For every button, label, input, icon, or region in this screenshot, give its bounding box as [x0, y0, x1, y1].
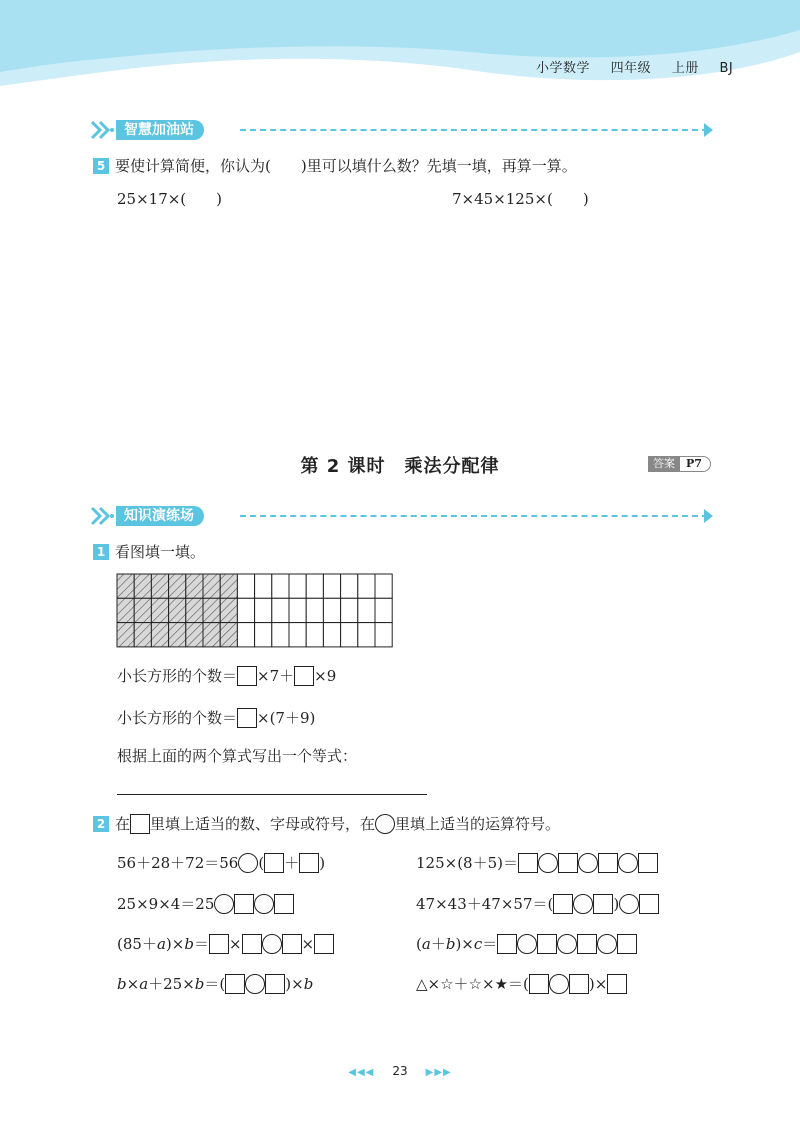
header-wave	[0, 0, 800, 90]
section-dashed-line	[240, 515, 708, 517]
shaded-grid-cell	[203, 623, 220, 647]
shaded-grid-cell	[134, 598, 151, 622]
answer-box[interactable]	[209, 934, 229, 954]
section-label: 知识演练场	[116, 506, 204, 526]
shaded-grid-cell	[220, 574, 237, 598]
grid-cell	[255, 598, 272, 622]
operator-circle[interactable]	[538, 853, 558, 873]
q1-line1-post: ×9	[314, 667, 337, 685]
question-text: 看图填一填。	[115, 543, 206, 561]
double-chevron-icon	[90, 119, 116, 141]
shaded-grid-cell	[203, 574, 220, 598]
expr-text: ＝(	[204, 975, 226, 993]
right-arrows-icon: ▶▶▶	[425, 1067, 452, 1078]
variable: a	[139, 975, 149, 993]
expr-text: ＝	[482, 935, 498, 953]
shaded-grid-cell	[134, 574, 151, 598]
shaded-grid-cell	[117, 574, 134, 598]
q2-row3-right	[416, 933, 637, 954]
grid-cell	[358, 623, 375, 647]
answer-box[interactable]	[225, 974, 245, 994]
grid-cell	[272, 598, 289, 622]
answer-box[interactable]	[558, 853, 578, 873]
expr-text: 56＋28＋72＝56	[117, 854, 239, 872]
shaded-grid-cell	[169, 574, 186, 598]
answer-box[interactable]	[577, 934, 597, 954]
grid-cell	[272, 623, 289, 647]
operator-circle[interactable]	[549, 974, 569, 994]
operator-circle[interactable]	[597, 934, 617, 954]
q1-line2-post: ×(7＋9)	[257, 709, 316, 727]
question-number: 1	[93, 544, 109, 560]
answer-page: P7	[680, 456, 711, 472]
expr-text: )	[319, 854, 326, 872]
expr-text: 47×43＋47×57＝(	[416, 895, 554, 913]
lesson-title: 第 2 课时 乘法分配律	[300, 456, 500, 477]
grid-cell	[255, 623, 272, 647]
variable: c	[473, 935, 483, 953]
answer-box[interactable]	[529, 974, 549, 994]
q1-line-1	[117, 665, 336, 686]
answer-box[interactable]	[607, 974, 627, 994]
answer-tag: 答案	[648, 456, 680, 472]
circle-symbol	[375, 814, 395, 834]
variable: b	[303, 975, 314, 993]
shaded-grid-cell	[186, 574, 203, 598]
header-subject: 小学数学	[536, 61, 591, 76]
variable: b	[184, 935, 194, 953]
grid-cell	[255, 574, 272, 598]
q2-row4-left	[117, 973, 313, 994]
answer-box[interactable]	[639, 894, 659, 914]
grid-cell	[358, 598, 375, 622]
operator-circle[interactable]	[578, 853, 598, 873]
shaded-grid-cell	[117, 598, 134, 622]
grid-cell	[375, 574, 392, 598]
left-arrows-icon: ◀◀◀	[348, 1067, 375, 1078]
arrow-right-icon	[704, 123, 713, 137]
q2-row4-right	[416, 973, 627, 994]
q1-line1-mid: ×7＋	[257, 667, 295, 685]
expr-text: ＋	[430, 935, 446, 953]
answer-box[interactable]	[569, 974, 589, 994]
grid-cell	[306, 623, 323, 647]
header-edition: BJ	[719, 61, 734, 76]
shaded-grid-cell	[134, 623, 151, 647]
answer-write-line[interactable]	[117, 794, 427, 795]
question-text: 里填上适当的运算符号。	[395, 815, 561, 833]
answer-box[interactable]	[638, 853, 658, 873]
answer-box[interactable]	[299, 853, 319, 873]
section-bar-practice	[90, 505, 720, 527]
box-symbol	[130, 814, 150, 834]
grid-cell	[341, 574, 358, 598]
grid-cell	[237, 623, 254, 647]
answer-box[interactable]	[598, 853, 618, 873]
grid-cell	[272, 574, 289, 598]
grid-cell	[341, 623, 358, 647]
q5-expression-b: 7×45×125×( )	[452, 190, 589, 208]
shaded-grid-cell	[117, 623, 134, 647]
grid-cell	[237, 574, 254, 598]
operator-circle[interactable]	[517, 934, 537, 954]
expr-text: ×	[301, 935, 315, 953]
q2-row3-left	[117, 933, 334, 954]
header-info	[536, 57, 749, 76]
question-5	[93, 155, 577, 176]
expr-text: )×	[588, 975, 608, 993]
section-label: 智慧加油站	[116, 120, 204, 140]
operator-circle[interactable]	[262, 934, 282, 954]
answer-box[interactable]	[274, 894, 294, 914]
section-bar-wisdom	[90, 119, 720, 141]
expr-text: )	[613, 895, 620, 913]
q2-row2-right	[416, 893, 659, 914]
question-number: 5	[93, 158, 109, 174]
grid-cell	[289, 623, 306, 647]
operator-circle[interactable]	[254, 894, 274, 914]
answer-box[interactable]	[237, 708, 257, 728]
question-text: 要使计算简便，你认为( )里可以填什么数？先填一填，再算一算。	[115, 157, 577, 175]
q1-line-2	[117, 707, 315, 728]
grid-cell	[323, 574, 340, 598]
q5-expression-a: 25×17×( )	[117, 190, 223, 208]
grid-cell	[323, 623, 340, 647]
grid-cell	[289, 598, 306, 622]
expr-text: 25×9×4＝25	[117, 895, 215, 913]
answer-box[interactable]	[264, 853, 284, 873]
header-grade: 四年级	[610, 61, 652, 76]
expr-text: )×	[455, 935, 474, 953]
operator-circle[interactable]	[238, 853, 258, 873]
answer-box[interactable]	[497, 934, 517, 954]
grid-cell	[306, 598, 323, 622]
q2-row1-right	[416, 852, 658, 873]
shaded-grid-cell	[220, 623, 237, 647]
expr-text: )×	[285, 975, 304, 993]
expr-text: ×	[126, 975, 140, 993]
operator-circle[interactable]	[245, 974, 265, 994]
shaded-grid-cell	[151, 574, 168, 598]
answer-box[interactable]	[537, 934, 557, 954]
expr-text: (85＋	[117, 935, 157, 953]
rectangle-grid-figure	[116, 573, 394, 648]
expr-text: (	[416, 935, 422, 953]
expr-text: ×	[228, 935, 242, 953]
grid-cell	[237, 598, 254, 622]
answer-reference	[648, 456, 711, 472]
q1-line1-text: 小长方形的个数＝	[117, 667, 238, 685]
grid-cell	[289, 574, 306, 598]
variable: b	[117, 975, 127, 993]
shaded-grid-cell	[186, 623, 203, 647]
q1-line2-text: 小长方形的个数＝	[117, 709, 238, 727]
operator-circle[interactable]	[573, 894, 593, 914]
answer-box[interactable]	[593, 894, 613, 914]
answer-box[interactable]	[617, 934, 637, 954]
grid-cell	[375, 598, 392, 622]
answer-box[interactable]	[237, 666, 257, 686]
operator-circle[interactable]	[619, 894, 639, 914]
grid-cell	[375, 623, 392, 647]
answer-box[interactable]	[242, 934, 262, 954]
shaded-grid-cell	[151, 598, 168, 622]
grid-cell	[306, 574, 323, 598]
answer-box[interactable]	[518, 853, 538, 873]
question-1	[93, 541, 205, 562]
q2-row1-left: 56＋28＋72＝56 ( ＋ )	[117, 854, 326, 872]
answer-box[interactable]	[265, 974, 285, 994]
variable: a	[421, 935, 431, 953]
double-chevron-icon	[90, 505, 116, 527]
shaded-grid-cell	[220, 598, 237, 622]
q1-line-3: 根据上面的两个算式写出一个等式：	[117, 747, 358, 765]
variable: b	[194, 975, 205, 993]
expr-text: △×☆＋☆×★＝(	[416, 975, 529, 993]
page-number: 23	[392, 1064, 408, 1078]
shaded-grid-cell	[186, 598, 203, 622]
expr-text: ＋	[284, 854, 300, 872]
expr-text: )×	[165, 935, 185, 953]
shaded-grid-cell	[169, 623, 186, 647]
grid-cell	[323, 598, 340, 622]
question-text: 在	[115, 815, 131, 833]
shaded-grid-cell	[169, 598, 186, 622]
answer-box[interactable]	[282, 934, 302, 954]
answer-box[interactable]	[553, 894, 573, 914]
expr-text: 125×(8＋5)＝	[416, 854, 518, 872]
question-number: 2	[93, 816, 109, 832]
page-footer	[0, 1064, 800, 1078]
answer-box[interactable]	[314, 934, 334, 954]
grid-cell	[358, 574, 375, 598]
operator-circle[interactable]	[618, 853, 638, 873]
question-2	[93, 813, 560, 834]
variable: b	[445, 935, 456, 953]
shaded-grid-cell	[203, 598, 220, 622]
expr-text: ＝	[193, 935, 209, 953]
question-text: 里填上适当的数、字母或符号，在	[150, 815, 376, 833]
variable: a	[156, 935, 166, 953]
answer-box[interactable]	[234, 894, 254, 914]
header-volume: 上册	[671, 61, 699, 76]
grid-cell	[341, 598, 358, 622]
operator-circle[interactable]	[557, 934, 577, 954]
section-dashed-line	[240, 129, 708, 131]
arrow-right-icon	[704, 509, 713, 523]
q2-row2-left	[117, 893, 294, 914]
expr-text: ＋25×	[148, 975, 195, 993]
shaded-grid-cell	[151, 623, 168, 647]
answer-box[interactable]	[294, 666, 314, 686]
operator-circle[interactable]	[214, 894, 234, 914]
